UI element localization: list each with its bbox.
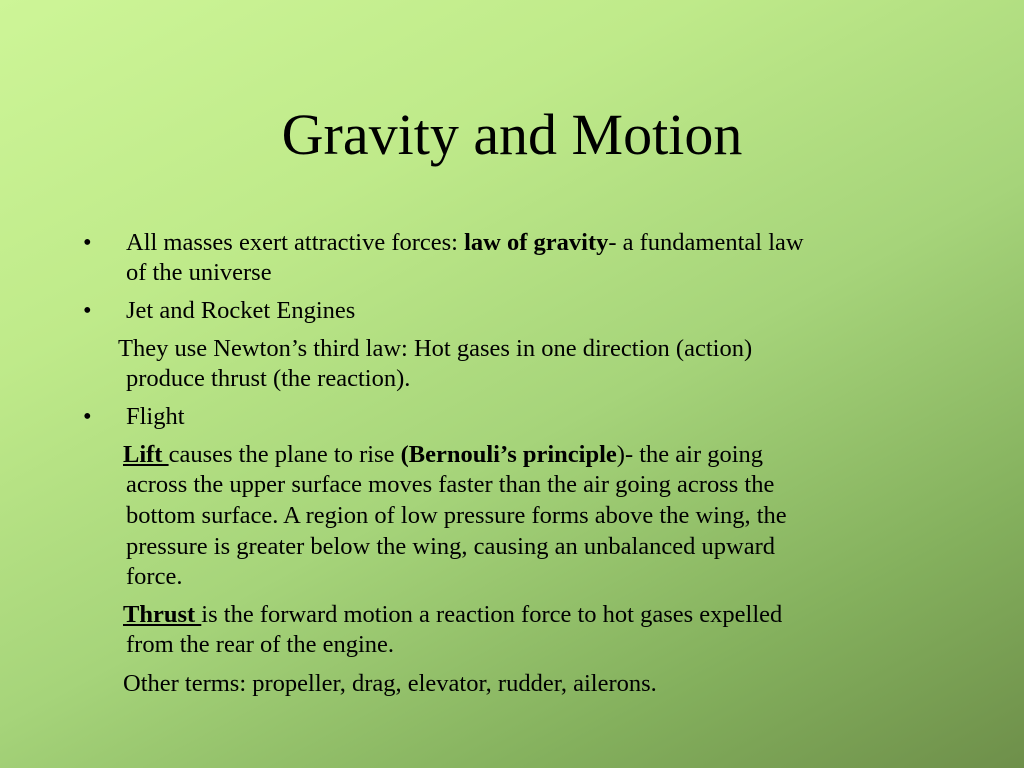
bullet-gravity-line-2: of the universe [126, 259, 272, 286]
thrust-paragraph-line-1 [123, 600, 782, 630]
bullet-flight: Flight [126, 403, 185, 430]
bullet-marker: • [83, 229, 92, 256]
thrust-paragraph-line-2: from the rear of the engine. [126, 631, 395, 658]
lift-paragraph-line-5: force. [126, 563, 183, 590]
engines-paragraph-line-1: They use Newton’s third law: Hot gases in one direction (action) [118, 335, 753, 362]
lift-text-suffix: )- the air going [616, 441, 764, 468]
slide-title: Gravity and Motion [281, 102, 743, 167]
lift-paragraph-line-4: pressure is greater below the wing, causing an unbalanced upward [126, 533, 776, 560]
lift-paragraph-line-3: bottom surface. A region of low pressure forms above the wing, the [126, 502, 787, 529]
bullet-marker: • [83, 297, 92, 324]
lift-paragraph-line-1 [123, 440, 763, 470]
lift-term: Lift [123, 441, 169, 468]
lift-paragraph-line-2: across the upper surface moves faster than the air going across the [126, 471, 775, 498]
thrust-text: is the forward motion a reaction force to hot gases expelled [201, 601, 783, 628]
bullet-marker: • [83, 403, 92, 430]
bullet-gravity-suffix: - a fundamental law [608, 229, 804, 256]
other-terms: Other terms: propeller, drag, elevator, rudder, ailerons. [123, 670, 657, 697]
engines-paragraph-line-2: produce thrust (the reaction). [126, 365, 411, 392]
bullet-engines: Jet and Rocket Engines [126, 297, 356, 324]
lift-text: causes the plane to rise [168, 441, 401, 468]
bullet-gravity-text: All masses exert attractive forces: [126, 229, 465, 256]
law-of-gravity-term: law of gravity [464, 229, 609, 256]
thrust-term: Thrust [123, 601, 202, 628]
bernoulli-term: (Bernouli’s principle [400, 441, 617, 468]
bullet-gravity-line-1 [126, 228, 804, 258]
